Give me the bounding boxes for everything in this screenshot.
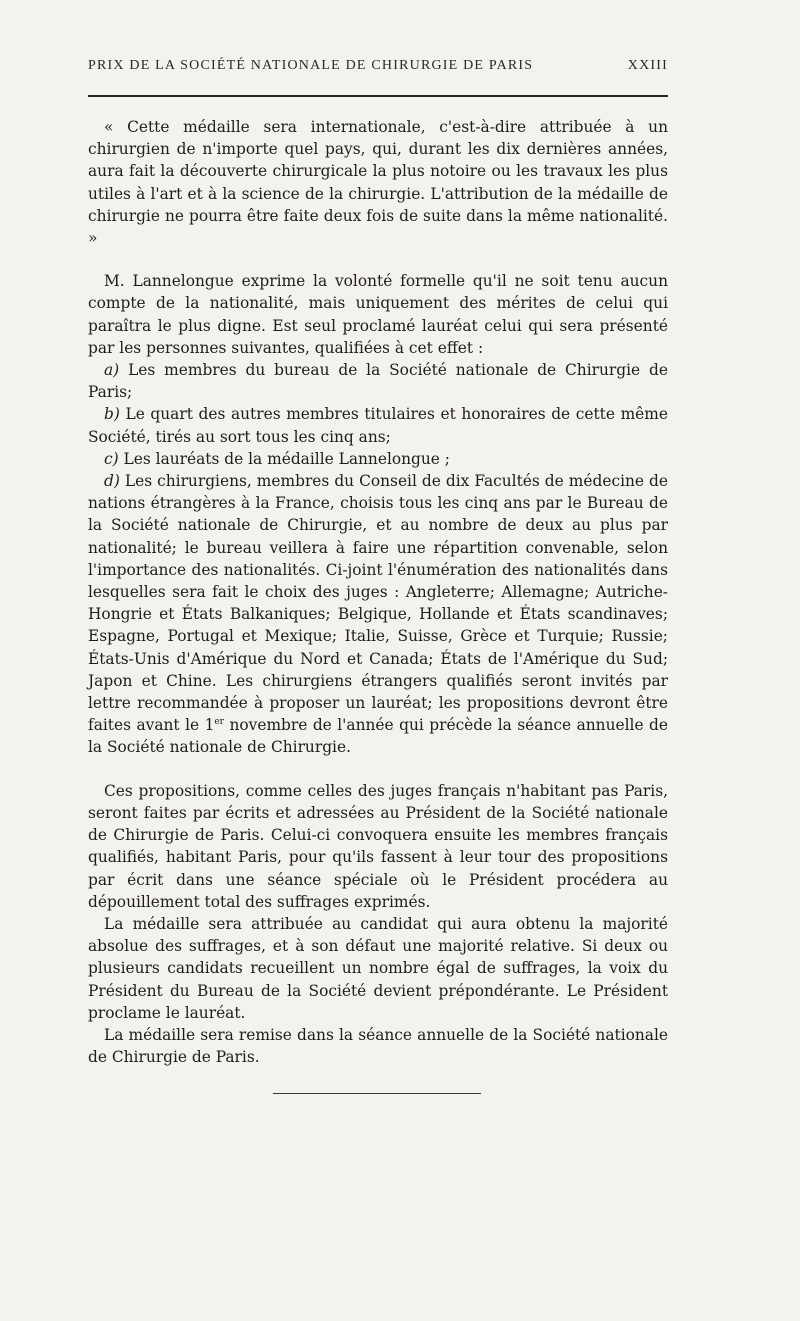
list-text: Les lauréats de la médaille Lannelongue ;: [123, 449, 450, 468]
list-item-a: [88, 359, 668, 403]
proposals-paragraph: Ces propositions, comme celles des juges français n'habitant pas Paris, seront faites par écrits et adressées au Président de la Société nationale de Chirurgie de Paris. Celui-ci convoquera ensuite les membres français qualifiés, habitant Paris, pour qu'ils fassent à leur tour des propositions par écrit dans une séance spéciale où le Président procédera au dépouillement total des suffrages exprimés.: [88, 781, 668, 911]
list-item-c: [88, 448, 668, 470]
list-letter: d): [104, 472, 120, 491]
list-letter: c): [104, 449, 119, 468]
list-letter: a): [104, 361, 120, 380]
paragraph-gap: [88, 249, 668, 270]
list-letter: b): [104, 405, 120, 424]
ordinal-superscript: er: [214, 717, 224, 728]
list-text: Les membres du bureau de la Société nationale de Chirurgie de Paris;: [88, 361, 668, 402]
final-paragraph: La médaille sera remise dans la séance annuelle de la Société nationale de Chirurgie de Paris.: [88, 1025, 668, 1067]
list-text: Le quart des autres membres titulaires et honoraires de cette même Société, tirés au sort tous les cinq ans;: [88, 405, 668, 446]
list-item-b: [88, 403, 668, 447]
body-text: [88, 116, 668, 1068]
intro-paragraph: M. Lannelongue exprime la volonté formelle qu'il ne soit tenu aucun compte de la nationalité, mais uniquement des mérites de celui qui paraîtra le plus digne. Est seul proclamé lauréat celui qui sera présenté par les personnes suivantes, qualifiées à cet effet :: [88, 272, 668, 357]
header-rule: [88, 95, 668, 97]
running-head: [88, 58, 668, 74]
list-item-d: [88, 470, 668, 759]
end-rule: [273, 1093, 481, 1094]
running-title: PRIX DE LA SOCIÉTÉ NATIONALE DE CHIRURGIE DE PARIS: [88, 58, 534, 73]
list-text-continued: novembre de l'année qui précède la séance annuelle de la Société nationale de Chirurgie.: [88, 716, 668, 757]
majority-paragraph: La médaille sera attribuée au candidat qui aura obtenu la majorité absolue des suffrages, et à son défaut une majorité relative. Si deux ou plusieurs candidats recueillent un nombre égal de suffrages, la voix du Président du Bureau de la Société devient prépondérante. Le Président proclame le lauréat.: [88, 914, 668, 1022]
quote-paragraph: « Cette médaille sera internationale, c'est-à-dire attribuée à un chirurgien de n'importe quel pays, qui, durant les dix dernières années, aura fait la découverte chirurgicale la plus notoire ou les travaux les plus utiles à l'art et à la science de la chirurgie. L'attribution de la médaille de chirurgie ne pourra être faite deux fois de suite dans la même nationalité. »: [88, 118, 668, 248]
paragraph-gap: [88, 759, 668, 780]
page-number: XXIII: [627, 58, 668, 73]
list-text: Les chirurgiens, membres du Conseil de dix Facultés de médecine de nations étrangères à la France, choisis tous les cinq ans par le Bureau de la Société nationale de Chirurgie, et au nombre de deux au plus par nationalité; le bureau veillera à faire une répartition convenable, selon l'importance des nationalités. Ci-joint l'énumération des nationalités dans lesquelles sera fait le choix des juges : Angleterre; Allemagne; Autriche-Hongrie et États Balkaniques; Belgique, Hollande et États scandinaves; Espagne, Portugal et Mexique; Italie, Suisse, Grèce et Turquie; Russie; États-Unis d'Amérique du Nord et Canada; États de l'Amérique du Sud; Japon et Chine. Les chirurgiens étrangers qualifiés seront invités par lettre recommandée à proposer un lauréat; les propositions devront être faites avant le 1: [88, 472, 668, 735]
